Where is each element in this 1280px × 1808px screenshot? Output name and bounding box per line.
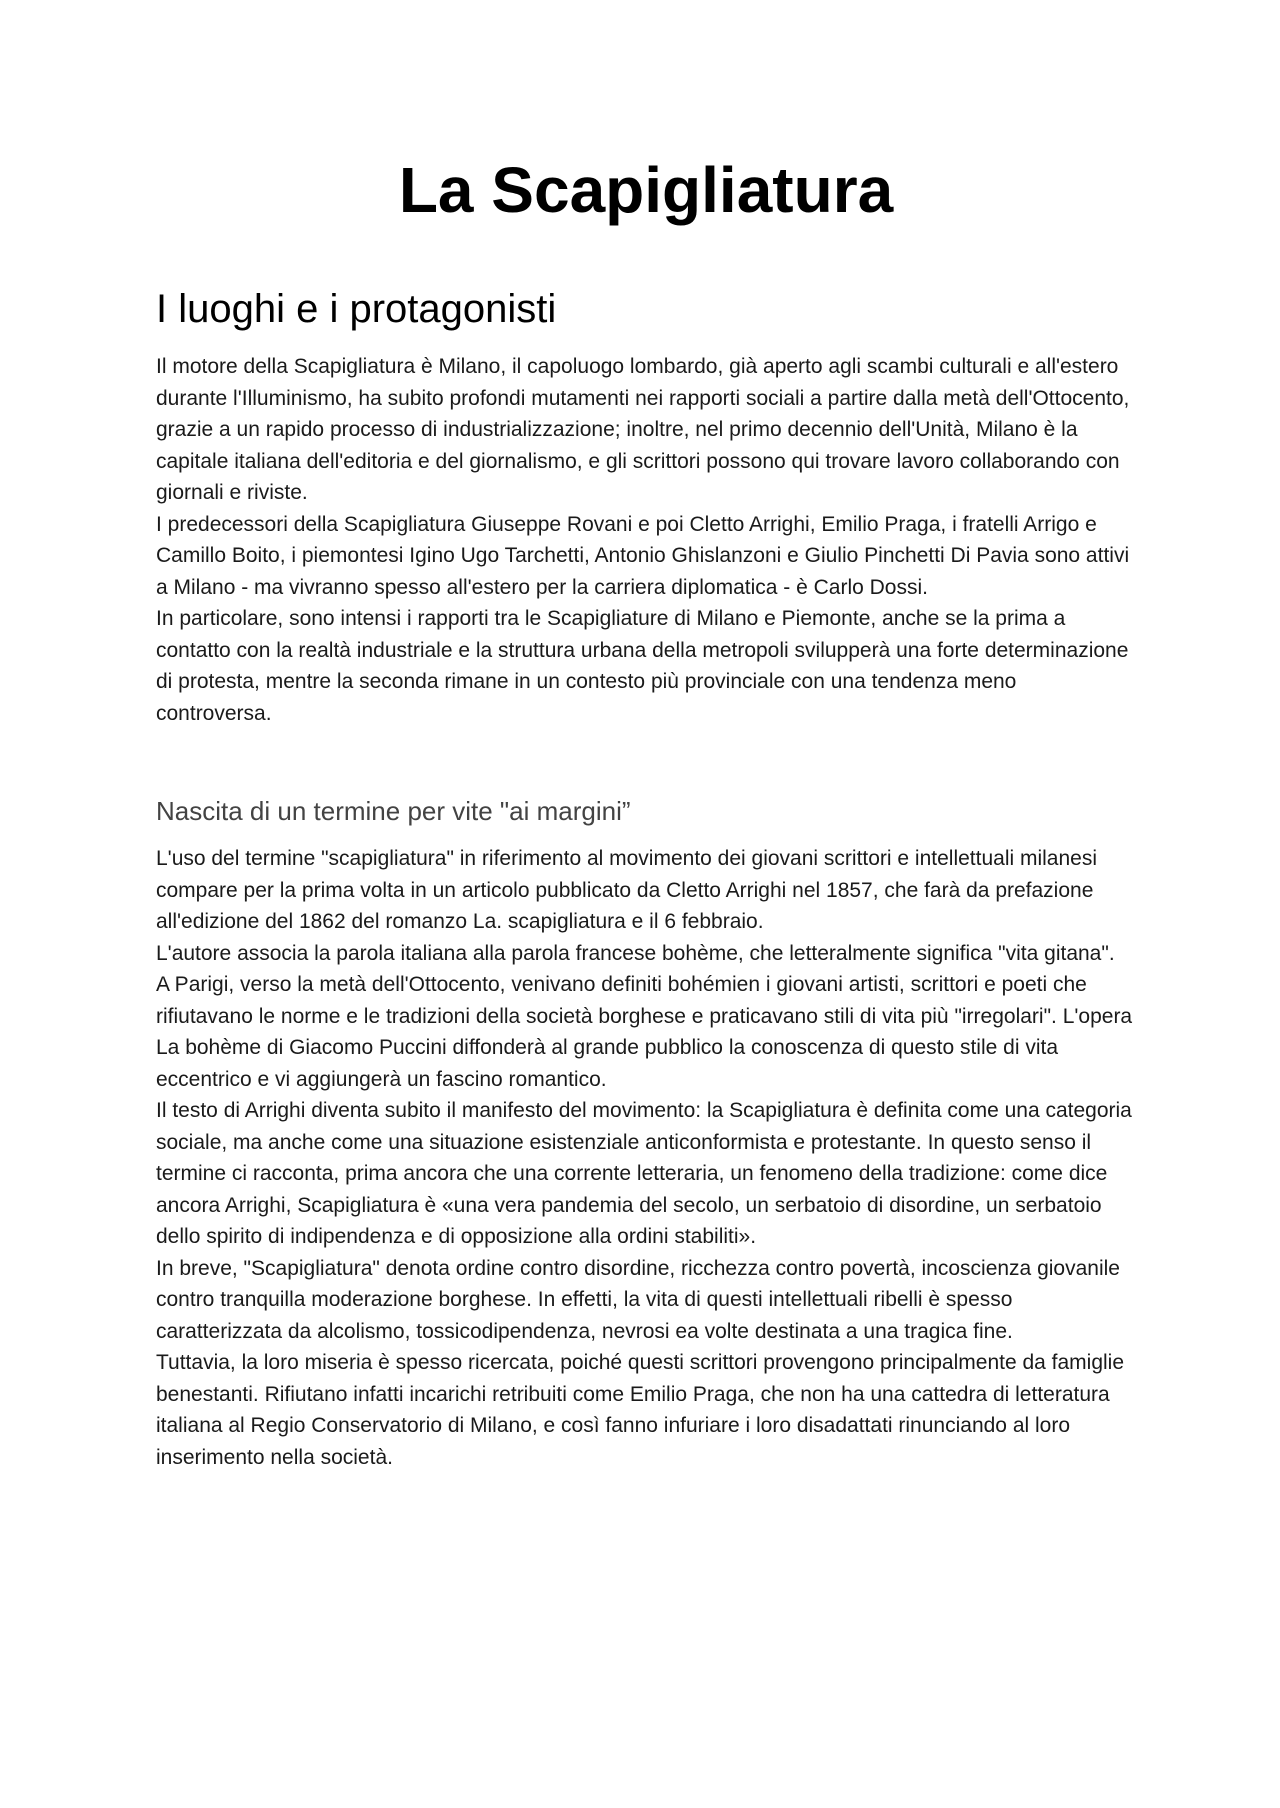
paragraph: In breve, "Scapigliatura" denota ordine contro disordine, ricchezza contro povertà, incoscienza giovanile contro tranquilla moderazione borghese. In effetti, la vita di questi intellettuali ribelli è spesso caratterizzata da alcolismo, tossicodipendenza, nevrosi ea volte destinata a una tragica fine. [156,1256,1120,1343]
paragraph: L'autore associa la parola italiana alla parola francese bohème, che letteralmente significa "vita gitana". [156,941,1115,965]
paragraph: Il motore della Scapigliatura è Milano, il capoluogo lombardo, già aperto agli scambi culturali e all'estero durante l'Illuminismo, ha subito profondi mutamenti nei rapporti sociali a partire dalla metà dell'Ottocento, grazie a un rapido processo di industrializzazione; inoltre, nel primo decennio dell'Unità, Milano è la capitale italiana dell'editoria e del giornalismo, e gli scrittori possono qui trovare lavoro collaborando con giornali e riviste. [156,355,1130,504]
section-body-nascita [156,843,1136,1473]
paragraph: Tuttavia, la loro miseria è spesso ricercata, poiché questi scrittori provengono principalmente da famiglie benestanti. Rifiutano infatti incarichi retribuiti come Emilio Praga, che non ha una cattedra di letteratura italiana al Regio Conservatorio di Milano, e così fanno infuriare i loro disadattati rinunciando al loro inserimento nella società. [156,1351,1125,1469]
paragraph: In particolare, sono intensi i rapporti tra le Scapigliature di Milano e Piemonte, anche se la prima a contatto con la realtà industriale e la struttura urbana della metropoli svilupperà una forte determinazione di protesta, mentre la seconda rimane in un contesto più provinciale con una tendenza meno controversa. [156,607,1129,725]
document-title: La Scapigliatura [398,154,894,226]
paragraph: L'uso del termine "scapigliatura" in riferimento al movimento dei giovani scrittori e intellettuali milanesi compare per la prima volta in un articolo pubblicato da Cletto Arrighi nel 1857, che farà da prefazione all'edizione del 1862 del romanzo La. scapigliatura e il 6 febbraio. [156,847,1098,933]
paragraph: Il testo di Arrighi diventa subito il manifesto del movimento: la Scapigliatura è definita come una categoria sociale, ma anche come una situazione esistenziale anticonformista e protestante. In questo senso il termine ci racconta, prima ancora che una corrente letteraria, un fenomeno della tradizione: come dice ancora Arrighi, Scapigliatura è «una vera pandemia del secolo, un serbatoio di disordine, un serbatoio dello spirito di indipendenza e di opposizione alla ordini stabiliti». [156,1099,1132,1248]
section-heading-nascita: Nascita di un termine per vite "ai margini” [156,796,631,826]
paragraph: A Parigi, verso la metà dell'Ottocento, venivano definiti bohémien i giovani artisti, scrittori e poeti che rifiutavano le norme e le tradizioni della società borghese e praticavano stili di vita più "irregolari". L'opera La bohème di Giacomo Puccini diffonderà al grande pubblico la conoscenza di questo stile di vita eccentrico e vi aggiungerà un fascino romantico. [156,973,1133,1091]
paragraph: I predecessori della Scapigliatura Giuseppe Rovani e poi Cletto Arrighi, Emilio Praga, i fratelli Arrigo e Camillo Boito, i piemontesi Igino Ugo Tarchetti, Antonio Ghislanzoni e Giulio Pinchetti Di Pavia sono attivi a Milano - ma vivranno spesso all'estero per la carriera diplomatica - è Carlo Dossi. [156,512,1130,599]
section-body-luoghi [156,351,1136,729]
section-heading-luoghi: I luoghi e i protagonisti [156,287,557,331]
